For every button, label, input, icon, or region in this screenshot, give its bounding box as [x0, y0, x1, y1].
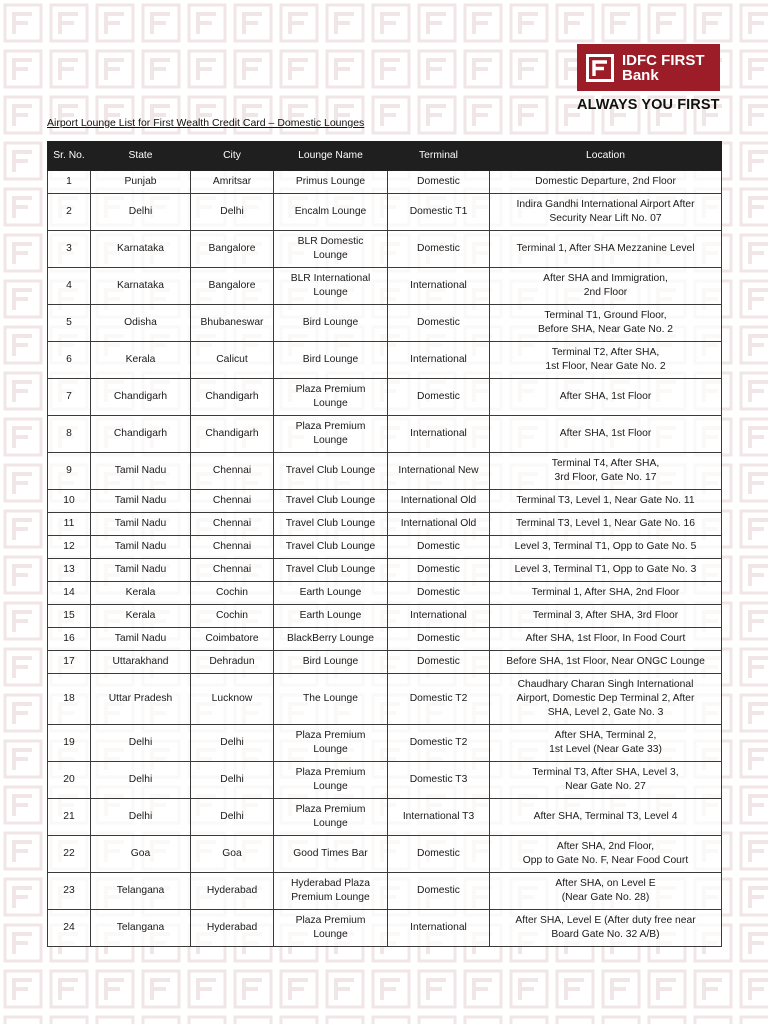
cell-state: Karnataka	[91, 231, 191, 268]
cell-terminal: International	[388, 342, 490, 379]
cell-location-line: After SHA, 1st Floor, In Food Court	[525, 633, 686, 644]
cell-lounge-name	[274, 873, 388, 910]
cell-sr-no: 19	[48, 725, 91, 762]
table-row	[48, 582, 722, 605]
cell-lounge-name-line: Lounge	[313, 929, 348, 940]
header-terminal: Terminal	[388, 142, 490, 171]
cell-lounge-name	[274, 453, 388, 490]
table-row	[48, 416, 722, 453]
cell-sr-no: 14	[48, 582, 91, 605]
cell-location-line: Before SHA, Near Gate No. 2	[537, 324, 674, 335]
table-row	[48, 171, 722, 194]
cell-terminal: International New	[388, 453, 490, 490]
cell-lounge-name	[274, 651, 388, 674]
cell-lounge-name	[274, 559, 388, 582]
table-row	[48, 305, 722, 342]
table-row	[48, 628, 722, 651]
cell-sr-no: 16	[48, 628, 91, 651]
cell-state: Tamil Nadu	[91, 559, 191, 582]
cell-lounge-name	[274, 628, 388, 651]
cell-lounge-name-line: Travel Club Lounge	[285, 564, 376, 575]
cell-sr-no: 12	[48, 536, 91, 559]
header-lounge-name: Lounge Name	[274, 142, 388, 171]
logo-line2: Bank	[622, 66, 659, 84]
cell-sr-no: 6	[48, 342, 91, 379]
cell-city: Calicut	[191, 342, 274, 379]
cell-city: Chennai	[191, 513, 274, 536]
lounge-table	[47, 141, 722, 947]
cell-location	[490, 836, 722, 873]
cell-location	[490, 305, 722, 342]
cell-lounge-name-line: Plaza Premium	[295, 804, 366, 815]
table-row	[48, 559, 722, 582]
cell-city: Delhi	[191, 762, 274, 799]
cell-location	[490, 416, 722, 453]
cell-lounge-name-line: Earth Lounge	[299, 587, 362, 598]
cell-state: Delhi	[91, 725, 191, 762]
cell-location-line: Indira Gandhi International Airport After	[516, 199, 695, 210]
cell-sr-no: 9	[48, 453, 91, 490]
table-row	[48, 342, 722, 379]
cell-terminal: International	[388, 416, 490, 453]
cell-terminal: Domestic	[388, 171, 490, 194]
cell-lounge-name-line: Premium Lounge	[291, 892, 370, 903]
cell-location	[490, 651, 722, 674]
cell-location-line: Board Gate No. 32 A/B)	[551, 929, 660, 940]
table-row	[48, 268, 722, 305]
cell-location-line: Before SHA, 1st Floor, Near ONGC Lounge	[506, 656, 705, 667]
cell-sr-no: 15	[48, 605, 91, 628]
cell-location-line: After SHA, 2nd Floor,	[556, 841, 655, 852]
cell-location-line: Security Near Lift No. 07	[549, 213, 662, 224]
table-row	[48, 453, 722, 490]
header-sr-no: Sr. No.	[48, 142, 91, 171]
cell-lounge-name	[274, 231, 388, 268]
table-row	[48, 836, 722, 873]
cell-lounge-name-line: BLR International	[290, 273, 371, 284]
cell-lounge-name	[274, 416, 388, 453]
cell-state: Chandigarh	[91, 379, 191, 416]
cell-lounge-name-line: Lounge	[313, 435, 348, 446]
cell-city: Bangalore	[191, 231, 274, 268]
cell-state: Kerala	[91, 582, 191, 605]
cell-city: Hyderabad	[191, 910, 274, 947]
cell-lounge-name-line: Travel Club Lounge	[285, 541, 376, 552]
logo-line1: IDFC FIRST	[622, 51, 705, 69]
cell-location	[490, 605, 722, 628]
cell-sr-no: 20	[48, 762, 91, 799]
cell-location	[490, 513, 722, 536]
cell-location	[490, 268, 722, 305]
cell-terminal: Domestic	[388, 379, 490, 416]
cell-city: Chandigarh	[191, 379, 274, 416]
cell-location-line: Terminal 1, After SHA, 2nd Floor	[531, 587, 680, 598]
cell-city: Chennai	[191, 559, 274, 582]
cell-state: Kerala	[91, 605, 191, 628]
cell-location	[490, 231, 722, 268]
cell-lounge-name-line: Lounge	[313, 287, 348, 298]
cell-lounge-name-line: Lounge	[313, 744, 348, 755]
cell-lounge-name-line: Travel Club Lounge	[285, 518, 376, 529]
cell-terminal: Domestic T1	[388, 194, 490, 231]
cell-lounge-name	[274, 836, 388, 873]
cell-location-line: After SHA, on Level E	[555, 878, 656, 889]
cell-terminal: Domestic	[388, 582, 490, 605]
table-header-row	[48, 142, 722, 171]
cell-lounge-name	[274, 513, 388, 536]
table-row	[48, 725, 722, 762]
cell-state: Uttar Pradesh	[91, 674, 191, 725]
cell-location-line: Terminal T3, Level 1, Near Gate No. 16	[516, 518, 695, 529]
cell-location-line: SHA, Level 2, Gate No. 3	[547, 707, 664, 718]
cell-location-line: Level 3, Terminal T1, Opp to Gate No. 5	[514, 541, 697, 552]
cell-sr-no: 2	[48, 194, 91, 231]
cell-lounge-name	[274, 536, 388, 559]
cell-sr-no: 23	[48, 873, 91, 910]
cell-lounge-name-line: Bird Lounge	[302, 656, 359, 667]
cell-state: Karnataka	[91, 268, 191, 305]
cell-sr-no: 24	[48, 910, 91, 947]
cell-location	[490, 873, 722, 910]
cell-state: Odisha	[91, 305, 191, 342]
cell-sr-no: 18	[48, 674, 91, 725]
cell-lounge-name-line: The Lounge	[303, 693, 358, 704]
header-state: State	[91, 142, 191, 171]
cell-location-line: After SHA, Level E (After duty free near	[515, 915, 696, 926]
cell-lounge-name-line: Travel Club Lounge	[285, 495, 376, 506]
cell-location-line: Terminal 1, After SHA Mezzanine Level	[516, 243, 695, 254]
cell-sr-no: 5	[48, 305, 91, 342]
table-row	[48, 799, 722, 836]
cell-terminal: Domestic	[388, 836, 490, 873]
cell-location	[490, 799, 722, 836]
cell-sr-no: 8	[48, 416, 91, 453]
cell-lounge-name	[274, 910, 388, 947]
cell-terminal: Domestic T3	[388, 762, 490, 799]
cell-city: Amritsar	[191, 171, 274, 194]
cell-location-line: 3rd Floor, Gate No. 17	[554, 472, 657, 483]
cell-location-line: After SHA, 1st Floor	[559, 428, 652, 439]
cell-location-line: Airport, Domestic Dep Terminal 2, After	[516, 693, 695, 704]
table-row	[48, 873, 722, 910]
table-row	[48, 910, 722, 947]
cell-terminal: Domestic	[388, 628, 490, 651]
cell-lounge-name-line: Plaza Premium	[295, 730, 366, 741]
cell-terminal: International	[388, 910, 490, 947]
cell-location	[490, 379, 722, 416]
tagline: ALWAYS YOU FIRST	[577, 97, 720, 113]
cell-lounge-name-line: Encalm Lounge	[294, 206, 367, 217]
cell-location	[490, 342, 722, 379]
cell-city: Delhi	[191, 725, 274, 762]
cell-location	[490, 628, 722, 651]
cell-lounge-name-line: Plaza Premium	[295, 421, 366, 432]
table-row	[48, 513, 722, 536]
cell-state: Tamil Nadu	[91, 490, 191, 513]
cell-location-line: After SHA, Terminal 2,	[554, 730, 657, 741]
cell-lounge-name-line: Bird Lounge	[302, 317, 359, 328]
cell-state: Chandigarh	[91, 416, 191, 453]
cell-location-line: 1st Level (Near Gate 33)	[549, 744, 662, 755]
cell-terminal: Domestic	[388, 231, 490, 268]
cell-location-line: Near Gate No. 27	[565, 781, 646, 792]
cell-location	[490, 171, 722, 194]
cell-location-line: Terminal T3, Level 1, Near Gate No. 11	[516, 495, 695, 506]
cell-terminal: Domestic T2	[388, 674, 490, 725]
cell-terminal: International Old	[388, 513, 490, 536]
cell-terminal: International Old	[388, 490, 490, 513]
header-location: Location	[490, 142, 722, 171]
cell-lounge-name-line: Lounge	[313, 250, 348, 261]
cell-lounge-name	[274, 674, 388, 725]
cell-location	[490, 536, 722, 559]
cell-lounge-name	[274, 762, 388, 799]
cell-state: Tamil Nadu	[91, 453, 191, 490]
cell-terminal: Domestic T2	[388, 725, 490, 762]
cell-location	[490, 453, 722, 490]
cell-sr-no: 13	[48, 559, 91, 582]
cell-state: Tamil Nadu	[91, 513, 191, 536]
cell-state: Goa	[91, 836, 191, 873]
cell-location-line: Domestic Departure, 2nd Floor	[535, 176, 676, 187]
cell-city: Delhi	[191, 799, 274, 836]
cell-lounge-name-line: Hyderabad Plaza	[291, 878, 370, 889]
cell-terminal: Domestic	[388, 305, 490, 342]
idfc-logo-icon	[586, 54, 614, 82]
table-row	[48, 379, 722, 416]
cell-city: Cochin	[191, 582, 274, 605]
cell-city: Cochin	[191, 605, 274, 628]
cell-location-line: 2nd Floor	[583, 287, 628, 298]
cell-location	[490, 910, 722, 947]
logo-text	[622, 53, 705, 83]
table-row	[48, 194, 722, 231]
cell-lounge-name	[274, 799, 388, 836]
table-row	[48, 651, 722, 674]
cell-terminal: International T3	[388, 799, 490, 836]
cell-lounge-name-line: Plaza Premium	[295, 767, 366, 778]
cell-state: Telangana	[91, 910, 191, 947]
cell-sr-no: 17	[48, 651, 91, 674]
cell-location	[490, 559, 722, 582]
cell-lounge-name	[274, 725, 388, 762]
cell-lounge-name	[274, 490, 388, 513]
cell-city: Chandigarh	[191, 416, 274, 453]
cell-lounge-name	[274, 171, 388, 194]
cell-sr-no: 10	[48, 490, 91, 513]
cell-location-line: Terminal T2, After SHA,	[551, 347, 660, 358]
cell-location	[490, 674, 722, 725]
cell-lounge-name-line: Plaza Premium	[295, 384, 366, 395]
cell-lounge-name	[274, 342, 388, 379]
cell-lounge-name	[274, 268, 388, 305]
cell-city: Chennai	[191, 490, 274, 513]
cell-location-line: Chaudhary Charan Singh International	[517, 679, 694, 690]
cell-terminal: International	[388, 605, 490, 628]
cell-lounge-name	[274, 305, 388, 342]
cell-city: Goa	[191, 836, 274, 873]
cell-location-line: (Near Gate No. 28)	[561, 892, 650, 903]
cell-state: Delhi	[91, 762, 191, 799]
cell-location	[490, 582, 722, 605]
cell-lounge-name	[274, 582, 388, 605]
cell-sr-no: 1	[48, 171, 91, 194]
table-row	[48, 674, 722, 725]
cell-lounge-name-line: Lounge	[313, 818, 348, 829]
cell-city: Lucknow	[191, 674, 274, 725]
cell-terminal: Domestic	[388, 651, 490, 674]
cell-location-line: Opp to Gate No. F, Near Food Court	[522, 855, 689, 866]
table-row	[48, 490, 722, 513]
header-city: City	[191, 142, 274, 171]
cell-state: Tamil Nadu	[91, 536, 191, 559]
cell-lounge-name	[274, 379, 388, 416]
table-row	[48, 762, 722, 799]
cell-location-line: Terminal T1, Ground Floor,	[544, 310, 667, 321]
cell-sr-no: 7	[48, 379, 91, 416]
cell-location-line: After SHA, 1st Floor	[559, 391, 652, 402]
cell-city: Chennai	[191, 453, 274, 490]
cell-lounge-name-line: Primus Lounge	[295, 176, 366, 187]
cell-location-line: Terminal 3, After SHA, 3rd Floor	[532, 610, 679, 621]
cell-terminal: Domestic	[388, 559, 490, 582]
cell-state: Punjab	[91, 171, 191, 194]
cell-location	[490, 194, 722, 231]
cell-location-line: Level 3, Terminal T1, Opp to Gate No. 3	[514, 564, 697, 575]
cell-terminal: Domestic	[388, 873, 490, 910]
table-row	[48, 231, 722, 268]
table-row	[48, 605, 722, 628]
cell-location	[490, 762, 722, 799]
cell-location-line: After SHA, Terminal T3, Level 4	[533, 811, 678, 822]
cell-location	[490, 490, 722, 513]
cell-lounge-name-line: Good Times Bar	[293, 848, 368, 859]
cell-lounge-name-line: Earth Lounge	[299, 610, 362, 621]
cell-city: Delhi	[191, 194, 274, 231]
cell-city: Hyderabad	[191, 873, 274, 910]
cell-city: Coimbatore	[191, 628, 274, 651]
cell-state: Kerala	[91, 342, 191, 379]
bank-logo	[577, 44, 720, 91]
cell-sr-no: 4	[48, 268, 91, 305]
cell-state: Telangana	[91, 873, 191, 910]
cell-lounge-name-line: BlackBerry Lounge	[286, 633, 374, 644]
table-body	[48, 171, 722, 947]
cell-state: Uttarakhand	[91, 651, 191, 674]
cell-city: Bangalore	[191, 268, 274, 305]
cell-location-line: Terminal T3, After SHA, Level 3,	[532, 767, 679, 778]
cell-lounge-name-line: Travel Club Lounge	[285, 465, 376, 476]
cell-location-line: 1st Floor, Near Gate No. 2	[545, 361, 666, 372]
cell-city: Chennai	[191, 536, 274, 559]
cell-lounge-name-line: Plaza Premium	[295, 915, 366, 926]
cell-location-line: Terminal T4, After SHA,	[551, 458, 660, 469]
document-title: Airport Lounge List for First Wealth Credit Card – Domestic Lounges	[47, 117, 365, 129]
cell-location-line: After SHA and Immigration,	[543, 273, 668, 284]
table-row	[48, 536, 722, 559]
cell-state: Tamil Nadu	[91, 628, 191, 651]
cell-terminal: Domestic	[388, 536, 490, 559]
cell-location	[490, 725, 722, 762]
cell-lounge-name-line: Lounge	[313, 398, 348, 409]
cell-sr-no: 3	[48, 231, 91, 268]
cell-city: Dehradun	[191, 651, 274, 674]
cell-lounge-name	[274, 605, 388, 628]
cell-terminal: International	[388, 268, 490, 305]
cell-lounge-name-line: Lounge	[313, 781, 348, 792]
cell-sr-no: 11	[48, 513, 91, 536]
cell-sr-no: 22	[48, 836, 91, 873]
cell-lounge-name-line: BLR Domestic	[297, 236, 364, 247]
cell-sr-no: 21	[48, 799, 91, 836]
cell-state: Delhi	[91, 194, 191, 231]
cell-lounge-name	[274, 194, 388, 231]
cell-city: Bhubaneswar	[191, 305, 274, 342]
cell-state: Delhi	[91, 799, 191, 836]
cell-lounge-name-line: Bird Lounge	[302, 354, 359, 365]
